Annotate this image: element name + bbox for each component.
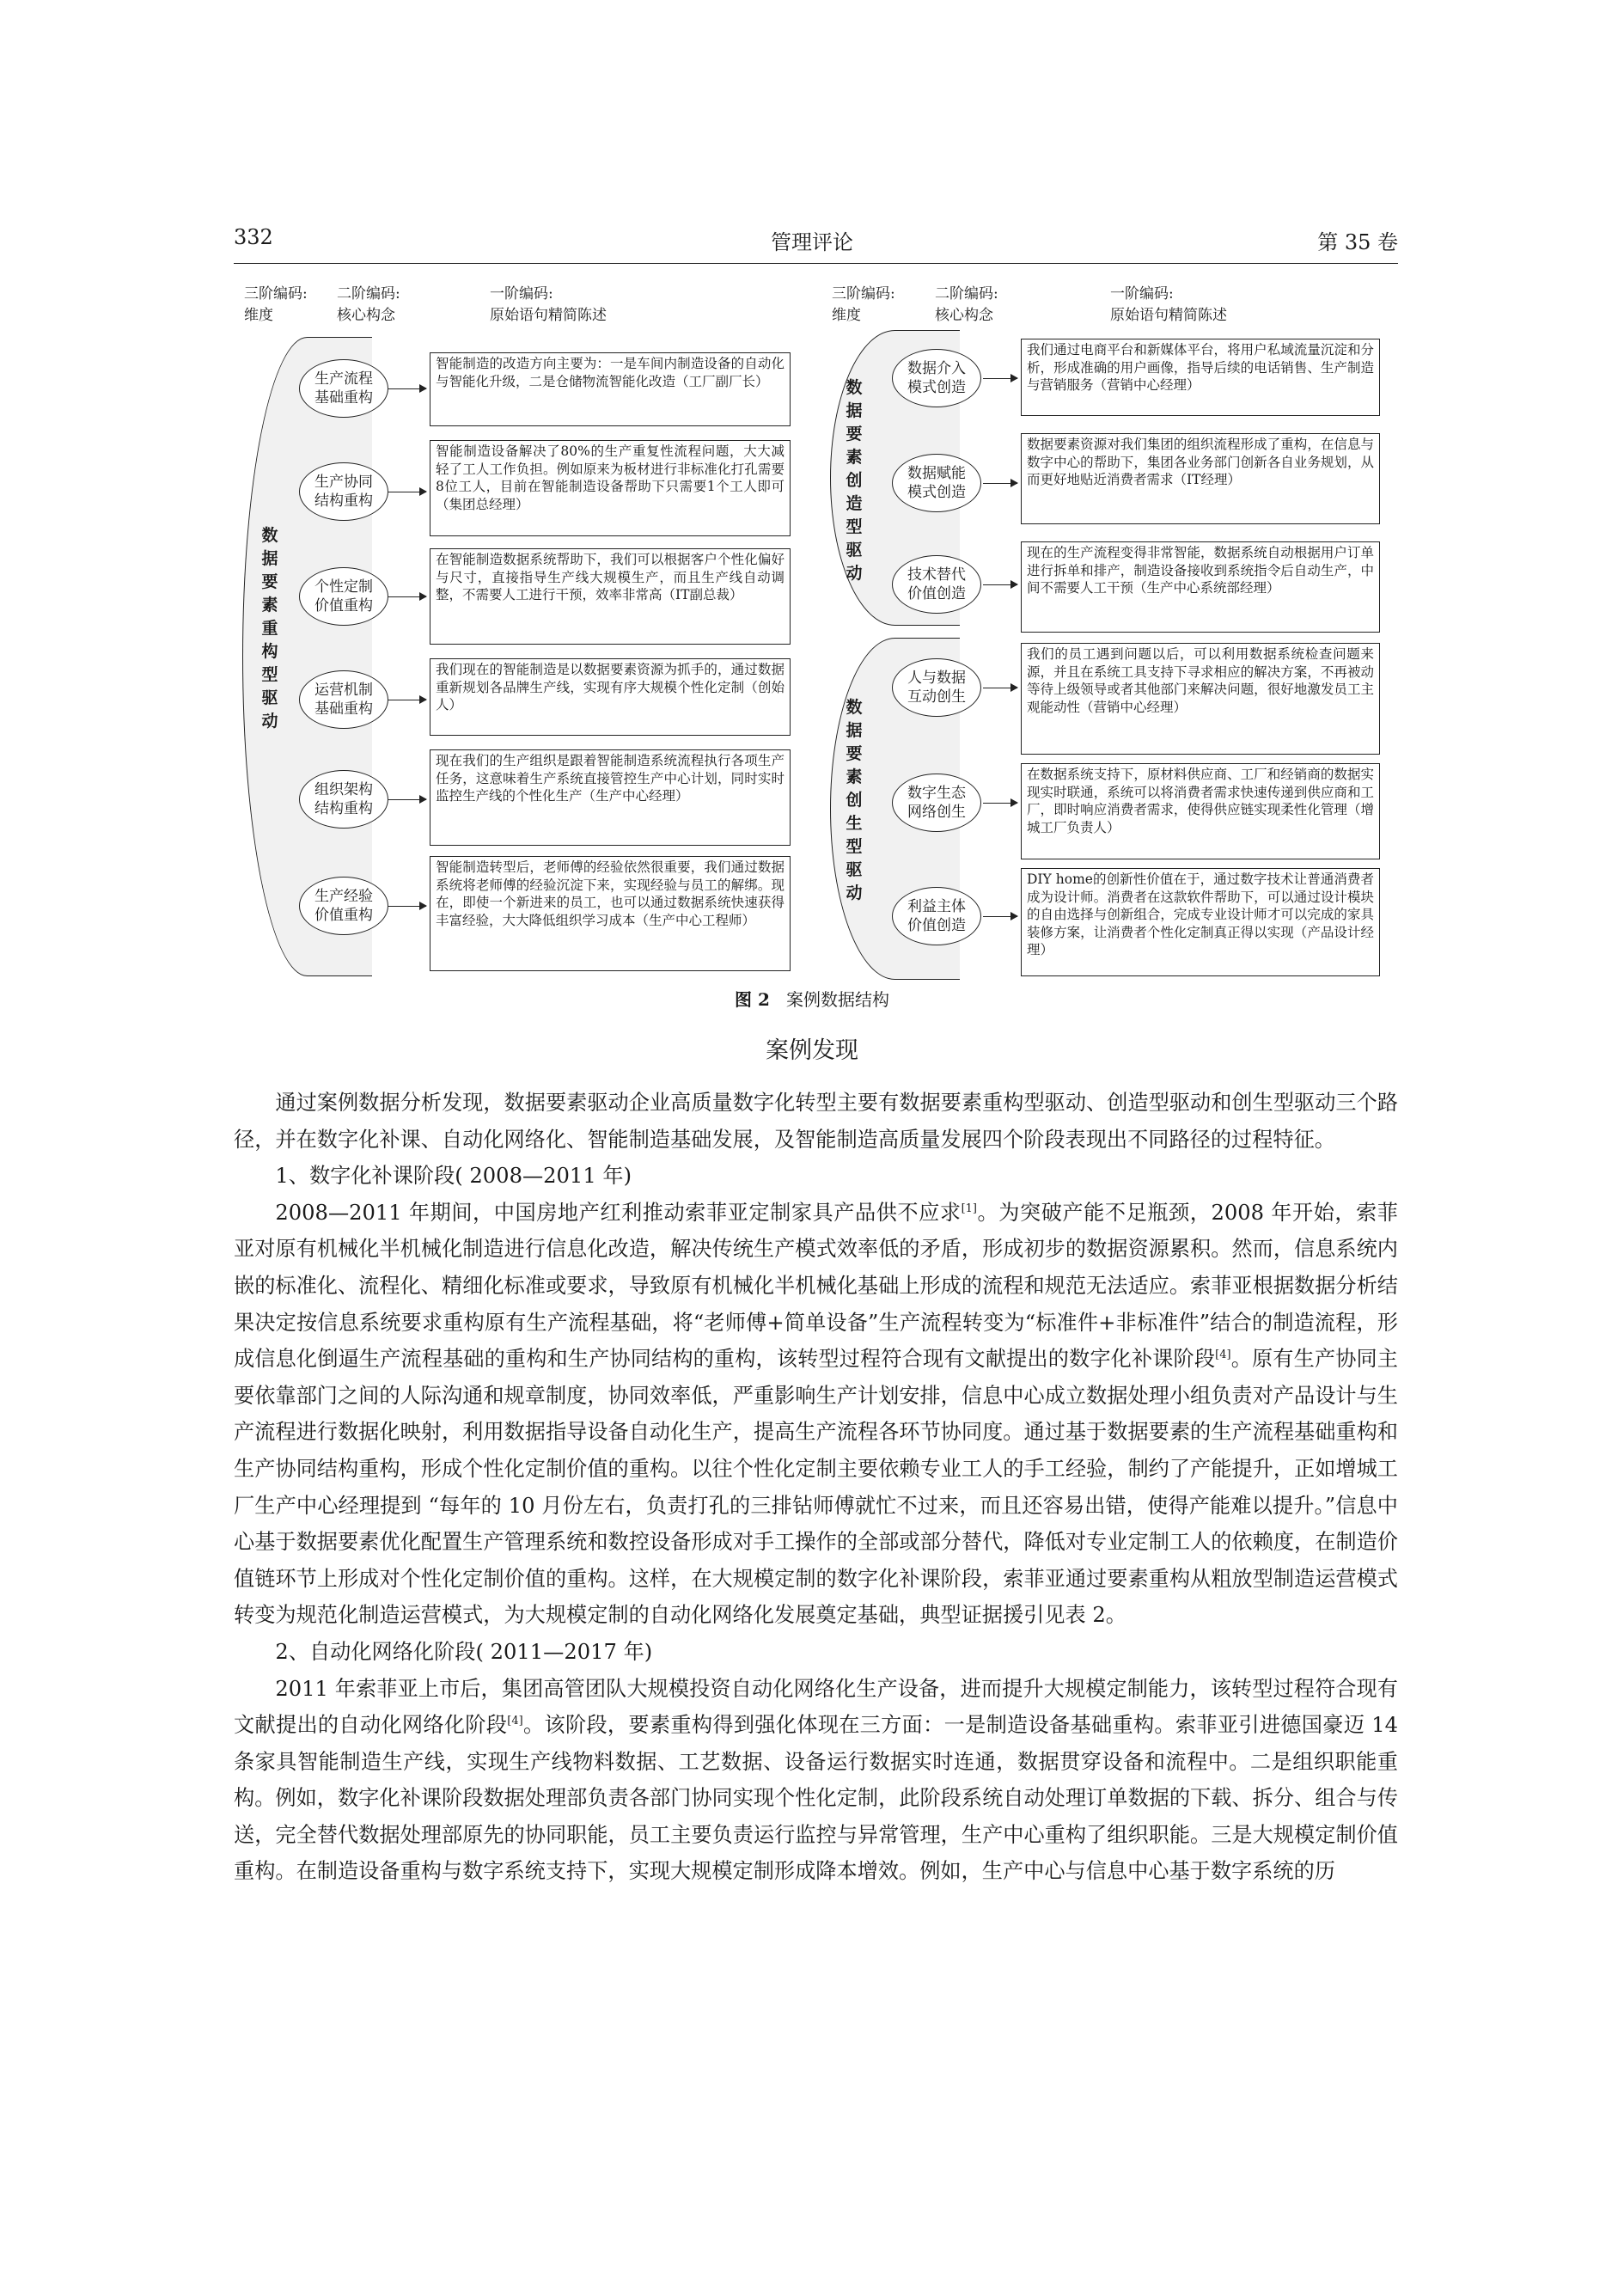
figure-left-panel — [234, 275, 801, 980]
quote-box: 我们的员工遇到问题以后，可以利用数据系统检查问题来源，并且在系统工具支持下寻求相应的解决方案，不再被动等待上级领导或者其他部门来解决问题，很好地激发员工主观能动性（营销中心经理） — [1021, 643, 1380, 755]
quote-box: 智能制造的改造方向主要为：一是车间内制造设备的自动化与智能化升级，二是仓储物流智能化改造（工厂副厂长） — [430, 352, 791, 426]
quote-box: 现在的生产流程变得非常智能，数据系统自动根据用户订单进行拆单和排产，制造设备接收到系统指令后自动生产，中间不需要人工干预（生产中心系统部经理） — [1021, 541, 1380, 633]
dimension-label-create: 数据要素创造型驱动 — [846, 378, 863, 583]
quote-box: DIY home的创新性价值在于，通过数字技术让普通消费者成为设计师。消费者在这款软件帮助下，可以通过设计模块的自由选择与创新组合，完成专业设计师才可以完成的家具装修方案，让消费者个性化定制真正得以实现（产品设计经理） — [1021, 868, 1380, 976]
arrow — [388, 799, 426, 800]
arrow — [388, 596, 426, 597]
concept-oval: 组织架构结构重构 — [299, 770, 388, 829]
concept-oval: 个性定制价值重构 — [299, 567, 388, 626]
quote-box: 数据要素资源对我们集团的组织流程形成了重构，在信息与数字中心的帮助下，集团各业务部门创新各自业务规划，从而更好地贴近消费者需求（IT经理） — [1021, 433, 1380, 524]
quote-box: 智能制造转型后，老师傅的经验依然很重要，我们通过数据系统将老师傅的经验沉淀下来，实现经验与员工的解绑。现在，即使一个新进来的员工，也可以通过数据系统快速获得丰富经验，大大降低组织学习成本（生产中心工程师） — [430, 856, 791, 971]
col-header-first: 一阶编码: 原始语句精简陈述 — [1110, 285, 1227, 324]
citation: [4] — [507, 1715, 523, 1728]
citation: [4] — [1215, 1348, 1231, 1362]
journal-title: 管理评论 — [771, 230, 853, 254]
concept-oval: 技术替代价值创造 — [892, 555, 981, 614]
subheading: 1、数字化补课阶段( 2008—2011 年) — [275, 1164, 632, 1189]
paragraph: 通过案例数据分析发现，数据要素驱动企业高质量数字化转型主要有数据要素重构型驱动、创造型驱动和创生型驱动三个路径，并在数字化补课、自动化网络化、智能制造基础发展，及智能制造高质量发展四个阶段表现出不同路径的过程特征。 — [234, 1091, 1398, 1152]
concept-oval: 运营机制基础重构 — [299, 670, 388, 729]
concept-oval: 生产流程基础重构 — [299, 359, 388, 418]
concept-oval: 生产经验价值重构 — [299, 877, 388, 935]
arrow — [983, 803, 1017, 804]
col-header-first: 一阶编码: 原始语句精简陈述 — [490, 285, 607, 324]
page-number: 332 — [234, 225, 273, 249]
figure-caption-text: 案例数据结构 — [785, 989, 889, 1010]
quote-box: 在智能制造数据系统帮助下，我们可以根据客户个性化偏好与尺寸，直接指导生产线大规模生产，而且生产线自动调整，不需要人工进行干预，效率非常高（IT副总裁） — [430, 548, 791, 645]
concept-oval: 生产协同结构重构 — [299, 462, 388, 521]
arrow — [983, 483, 1017, 484]
col-header-third: 三阶编码: 维度 — [244, 285, 308, 324]
figure-caption — [0, 986, 1624, 1011]
col-header-third: 三阶编码: 维度 — [832, 285, 895, 324]
subheading: 2、自动化网络化阶段( 2011—2017 年) — [275, 1639, 653, 1664]
concept-oval: 数据介入模式创造 — [892, 349, 981, 407]
arrow — [983, 916, 1017, 917]
dimension-label: 数据要素重构型驱动 — [261, 526, 278, 731]
concept-oval: 数据赋能模式创造 — [892, 454, 981, 512]
figure-right-panel — [818, 275, 1385, 980]
header-rule — [234, 263, 1398, 264]
concept-oval: 人与数据互动创生 — [892, 658, 981, 717]
col-header-second: 二阶编码: 核心构念 — [337, 285, 400, 324]
paragraph: 2008—2011 年期间，中国房地产红利推动索菲亚定制家具产品供不应求[1]。为突破产能不足瓶颈，2008 年开始，索菲亚对原有机械化半机械化制造进行信息化改造，解决传统生产模式效率低的矛盾，形成初步的数据资源累积。然而，信息系统内嵌的标准化、流程化、精细化标准或要求，导致原有机械化半机械化基础上形成的流程和规范无法适应。索菲亚根据数据分析结果决定按信息系统要求重构原有生产流程基础，将“老师傅+简单设备”生产流程转变为“标准件+非标准件”结合的制造流程，形成信息化倒逼生产流程基础的重构和生产协同结构的重构，该转型过程符合现有文献提出的数字化补课阶段[4]。原有生产协同主要依靠部门之间的人际沟通和规章制度，协同效率低，严重影响生产计划安排，信息中心成立数据处理小组负责对产品设计与生产流程进行数据化映射，利用数据指导设备自动化生产，提高生产流程各环节协同度。通过基于数据要素的生产流程基础重构和生产协同结构重构，形成个性化定制价值的重构。以往个性化定制主要依赖专业工人的手工经验，制约了产能提升，正如增城工厂生产中心经理提到 “每年的 10 月份左右，负责打孔的三排钻师傅就忙不过来，而且还容易出错，使得产能难以提升。”信息中心基于数据要素优化配置生产管理系统和数控设备形成对手工操作的全部或部分替代，降低对专业定制工人的依赖度，在制造价值链环节上形成对个性化定制价值的重构。这样，在大规模定制的数字化补课阶段，索菲亚通过要素重构从粗放型制造运营模式转变为规范化制造运营模式，为大规模定制的自动化网络化发展奠定基础，典型证据援引见表 2。 — [234, 1200, 1398, 1628]
quote-box: 现在我们的生产组织是跟着智能制造系统流程执行各项生产任务，这意味着生产系统直接管控生产中心计划，同时实时监控生产线的个性化生产（生产中心经理） — [430, 749, 791, 846]
col-header-second: 二阶编码: 核心构念 — [935, 285, 998, 324]
citation: [1] — [961, 1202, 978, 1215]
body-text — [234, 1085, 1398, 1890]
figure-caption-label: 图 2 — [735, 989, 770, 1010]
concept-oval: 数字生态网络创生 — [892, 774, 981, 832]
quote-box: 在数据系统支持下，原材料供应商、工厂和经销商的数据实现实时联通，系统可以将消费者需求快速传递到供应商和工厂，即时响应消费者需求，使得供应链实现柔性化管理（增城工厂负责人） — [1021, 763, 1380, 859]
quote-box: 我们现在的智能制造是以数据要素资源为抓手的，通过数据重新规划各品牌生产线，实现有序大规模个性化定制（创始人） — [430, 658, 791, 736]
arrow — [388, 906, 426, 907]
arrow — [983, 378, 1017, 379]
dimension-label-generate: 数据要素创生型驱动 — [846, 698, 863, 902]
arrow — [983, 584, 1017, 585]
volume-label: 第 35 卷 — [1317, 230, 1398, 254]
concept-oval: 利益主体价值创造 — [892, 887, 981, 945]
quote-box: 智能制造设备解决了80%的生产重复性流程问题，大大减轻了工人工作负担。例如原来为板材进行非标准化打孔需要8位工人，目前在智能制造设备帮助下只需要1个工人即可（集团总经理） — [430, 440, 791, 536]
section-title: 案例发现 — [766, 1037, 858, 1064]
paragraph: 2011 年索菲亚上市后，集团高管团队大规模投资自动化网络化生产设备，进而提升大规模定制能力，该转型过程符合现有文献提出的自动化网络化阶段[4]。该阶段，要素重构得到强化体现在三方面：一是制造设备基础重构。索菲亚引进德国豪迈 14 条家具智能制造生产线，实现生产线物料数据、工艺数据、设备运行数据实时连通，数据贯穿设备和流程中。二是组织职能重构。例如，数字化补课阶段数据处理部负责各部门协同实现个性化定制，此阶段系统自动处理订单数据的下载、拆分、组合与传送，完全替代数据处理部原先的协同职能，员工主要负责运行监控与异常管理，生产中心重构了组织职能。三是大规模定制价值重构。在制造设备重构与数字系统支持下，实现大规模定制形成降本增效。例如，生产中心与信息中心基于数字系统的历 — [234, 1676, 1398, 1884]
quote-box: 我们通过电商平台和新媒体平台，将用户私域流量沉淀和分析，形成准确的用户画像，指导后续的电话销售、生产制造与营销服务（营销中心经理） — [1021, 339, 1380, 416]
arrow — [388, 388, 426, 389]
